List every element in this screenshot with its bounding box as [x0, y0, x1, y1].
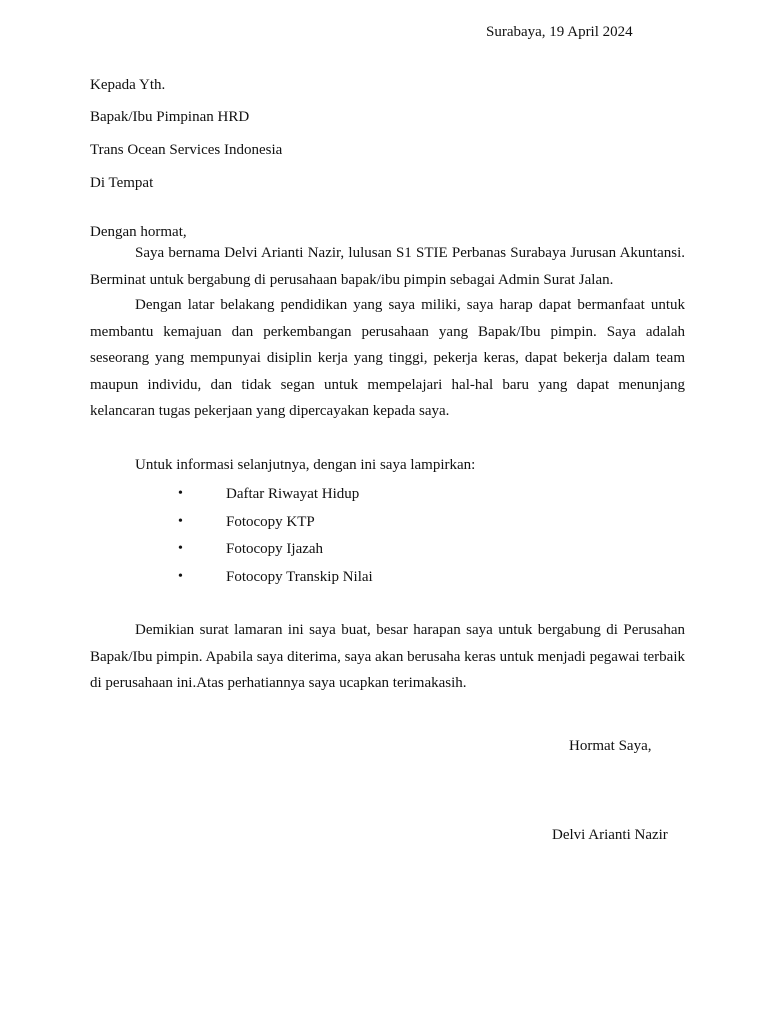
- bullet-icon: •: [178, 541, 183, 556]
- paragraph-intro: [90, 240, 685, 293]
- paragraph-closing-text: Demikian surat lamaran ini saya buat, besar harapan saya untuk bergabung di Perusahan Bapak/Ibu pimpin. Apabila saya diterima, saya akan berusaha keras untuk menjadi pegawai terbaik di perusahaan ini.Atas perhatiannya saya ucapkan terimakasih.: [90, 622, 685, 691]
- recipient-line-1: Bapak/Ibu Pimpinan HRD: [90, 109, 250, 125]
- signer-name: Delvi Arianti Nazir: [552, 827, 668, 843]
- attachments-intro: Untuk informasi selanjutnya, dengan ini saya lampirkan:: [135, 457, 476, 473]
- bullet-icon: •: [178, 513, 183, 529]
- recipient-line-2: Trans Ocean Services Indonesia: [90, 142, 283, 158]
- closing-remark: Hormat Saya,: [569, 738, 652, 754]
- paragraph-background: [90, 292, 685, 425]
- attachment-label: Daftar Riwayat Hidup: [226, 486, 360, 502]
- bullet-icon: •: [178, 486, 183, 501]
- greeting: Dengan hormat,: [90, 224, 187, 240]
- recipient-line-3: Di Tempat: [90, 175, 154, 191]
- attachment-label: Fotocopy Transkip Nilai: [226, 568, 373, 585]
- paragraph-background-text: Dengan latar belakang pendidikan yang saya miliki, saya harap dapat bermanfaat untuk membantu kemajuan dan perkembangan perusahaan yang Bapak/Ibu pimpin. Saya adalah seseorang yang mempunyai disiplin kerja yang tinggi, pekerja keras, dapat bekerja dalam team maupun individu, dan tidak segan untuk mempelajari hal-hal baru yang dapat menunjang kelancaran tugas pekerjaan yang dipercayakan kepada saya.: [90, 297, 685, 419]
- attachment-label: Fotocopy Ijazah: [226, 541, 324, 557]
- date-line: Surabaya, 19 April 2024: [486, 24, 633, 40]
- attachment-label: Fotocopy KTP: [226, 513, 315, 530]
- paragraph-intro-text: Saya bernama Delvi Arianti Nazir, lulusan S1 STIE Perbanas Surabaya Jurusan Akuntansi. Berminat untuk bergabung di perusahaan bapak/ibu pimpin sebagai Admin Surat Jalan.: [90, 245, 685, 288]
- bullet-icon: •: [178, 568, 183, 584]
- recipient-salutation: Kepada Yth.: [90, 77, 166, 93]
- paragraph-closing: [90, 617, 685, 697]
